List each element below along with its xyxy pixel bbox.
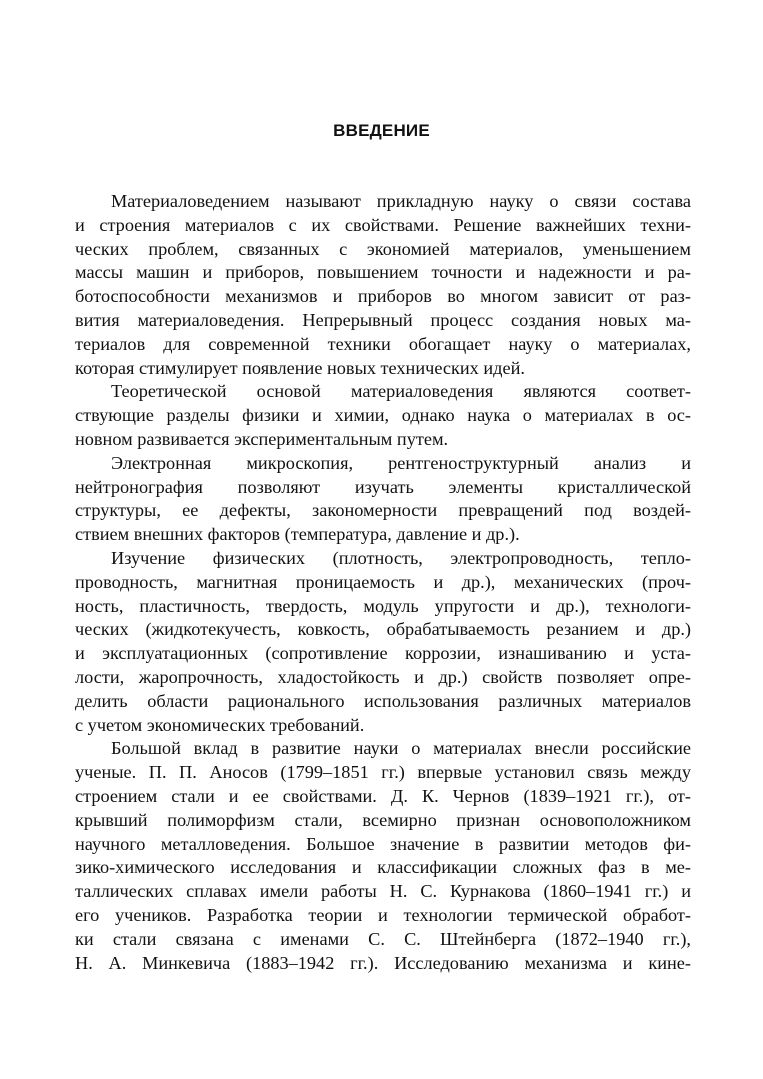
paragraph-line: Н. А. Минкевича (1883–1942 гг.). Исследованию механизма и кине- (75, 952, 691, 973)
paragraph-line: проводность, магнитная проницаемость и др.), механических (проч- (75, 571, 691, 592)
paragraph-line: таллических сплавах имели работы Н. С. Курнакова (1860–1941 гг.) и (75, 881, 691, 902)
paragraph-line: териалов для современной техники обогащает науку о материалах, (75, 333, 691, 354)
paragraph-line: и эксплуатационных (сопротивление коррозии, изнашиванию и уста- (75, 643, 691, 664)
chapter-title: ВВЕДЕНИЕ (333, 121, 430, 140)
paragraph-line: ученые. П. П. Аносов (1799–1851 гг.) впервые установил связь между (75, 762, 691, 783)
paragraph-line: новном развивается экспериментальным путем. (75, 428, 449, 449)
paragraph-line: с учетом экономических требований. (75, 714, 365, 735)
paragraph-line: строением стали и ее свойствами. Д. К. Чернов (1839–1921 гг.), от- (75, 785, 691, 806)
paragraph-line: массы машин и приборов, повышением точности и надежности и ра- (75, 262, 691, 283)
paragraph-line: ствием внешних факторов (температура, давление и др.). (75, 524, 520, 545)
body-text (75, 190, 691, 975)
paragraph-first-line: Теоретической основой материаловедения являются соответ- (111, 381, 691, 402)
paragraph-line: которая стимулирует появление новых технических идей. (75, 357, 525, 378)
paragraph-line: ческих (жидкотекучесть, ковкость, обрабатываемость резанием и др.) (75, 619, 691, 640)
paragraph-line: научного металловедения. Большое значение в развитии методов фи- (75, 833, 691, 854)
paragraph-first-line: Материаловедением называют прикладную науку о связи состава (111, 191, 691, 211)
paragraph-line: ческих проблем, связанных с экономией материалов, уменьшением (75, 238, 691, 259)
paragraph-line: структуры, ее дефекты, закономерности превращений под воздей- (75, 500, 691, 521)
paragraph-line: нейтронография позволяют изучать элементы кристаллической (75, 476, 691, 497)
paragraph-line: ботоспособности механизмов и приборов во многом зависит от раз- (75, 286, 691, 307)
paragraph-line: ки стали связана с именами С. С. Штейнберга (1872–1940 гг.), (75, 928, 691, 949)
paragraph-line: лости, жаропрочность, хладостойкость и др.) свойств позволяет опре- (75, 666, 691, 687)
paragraph-line: и строения материалов с их свойствами. Решение важнейших техни- (75, 214, 691, 235)
paragraph-first-line: Электронная микроскопия, рентгеноструктурный анализ и (111, 452, 691, 473)
paragraph-line: крывший полиморфизм стали, всемирно признан основоположником (75, 809, 691, 830)
paragraph-first-line: Изучение физических (плотность, электропроводность, тепло- (111, 547, 691, 568)
paragraph-line: ность, пластичность, твердость, модуль упругости и др.), технологи- (75, 595, 691, 616)
paragraph-line: делить области рационального использования различных материалов (75, 690, 691, 711)
paragraph-line: вития материаловедения. Непрерывный процесс создания новых ма- (75, 309, 691, 330)
paragraph-line: ствующие разделы физики и химии, однако наука о материалах в ос- (75, 405, 691, 426)
paragraph-line: его учеников. Разработка теории и технологии термической обработ- (75, 904, 691, 925)
paragraph-first-line: Большой вклад в развитие науки о материалах внесли российские (111, 738, 691, 759)
paragraph-line: зико-химического исследования и классификации сложных фаз в ме- (75, 857, 691, 878)
